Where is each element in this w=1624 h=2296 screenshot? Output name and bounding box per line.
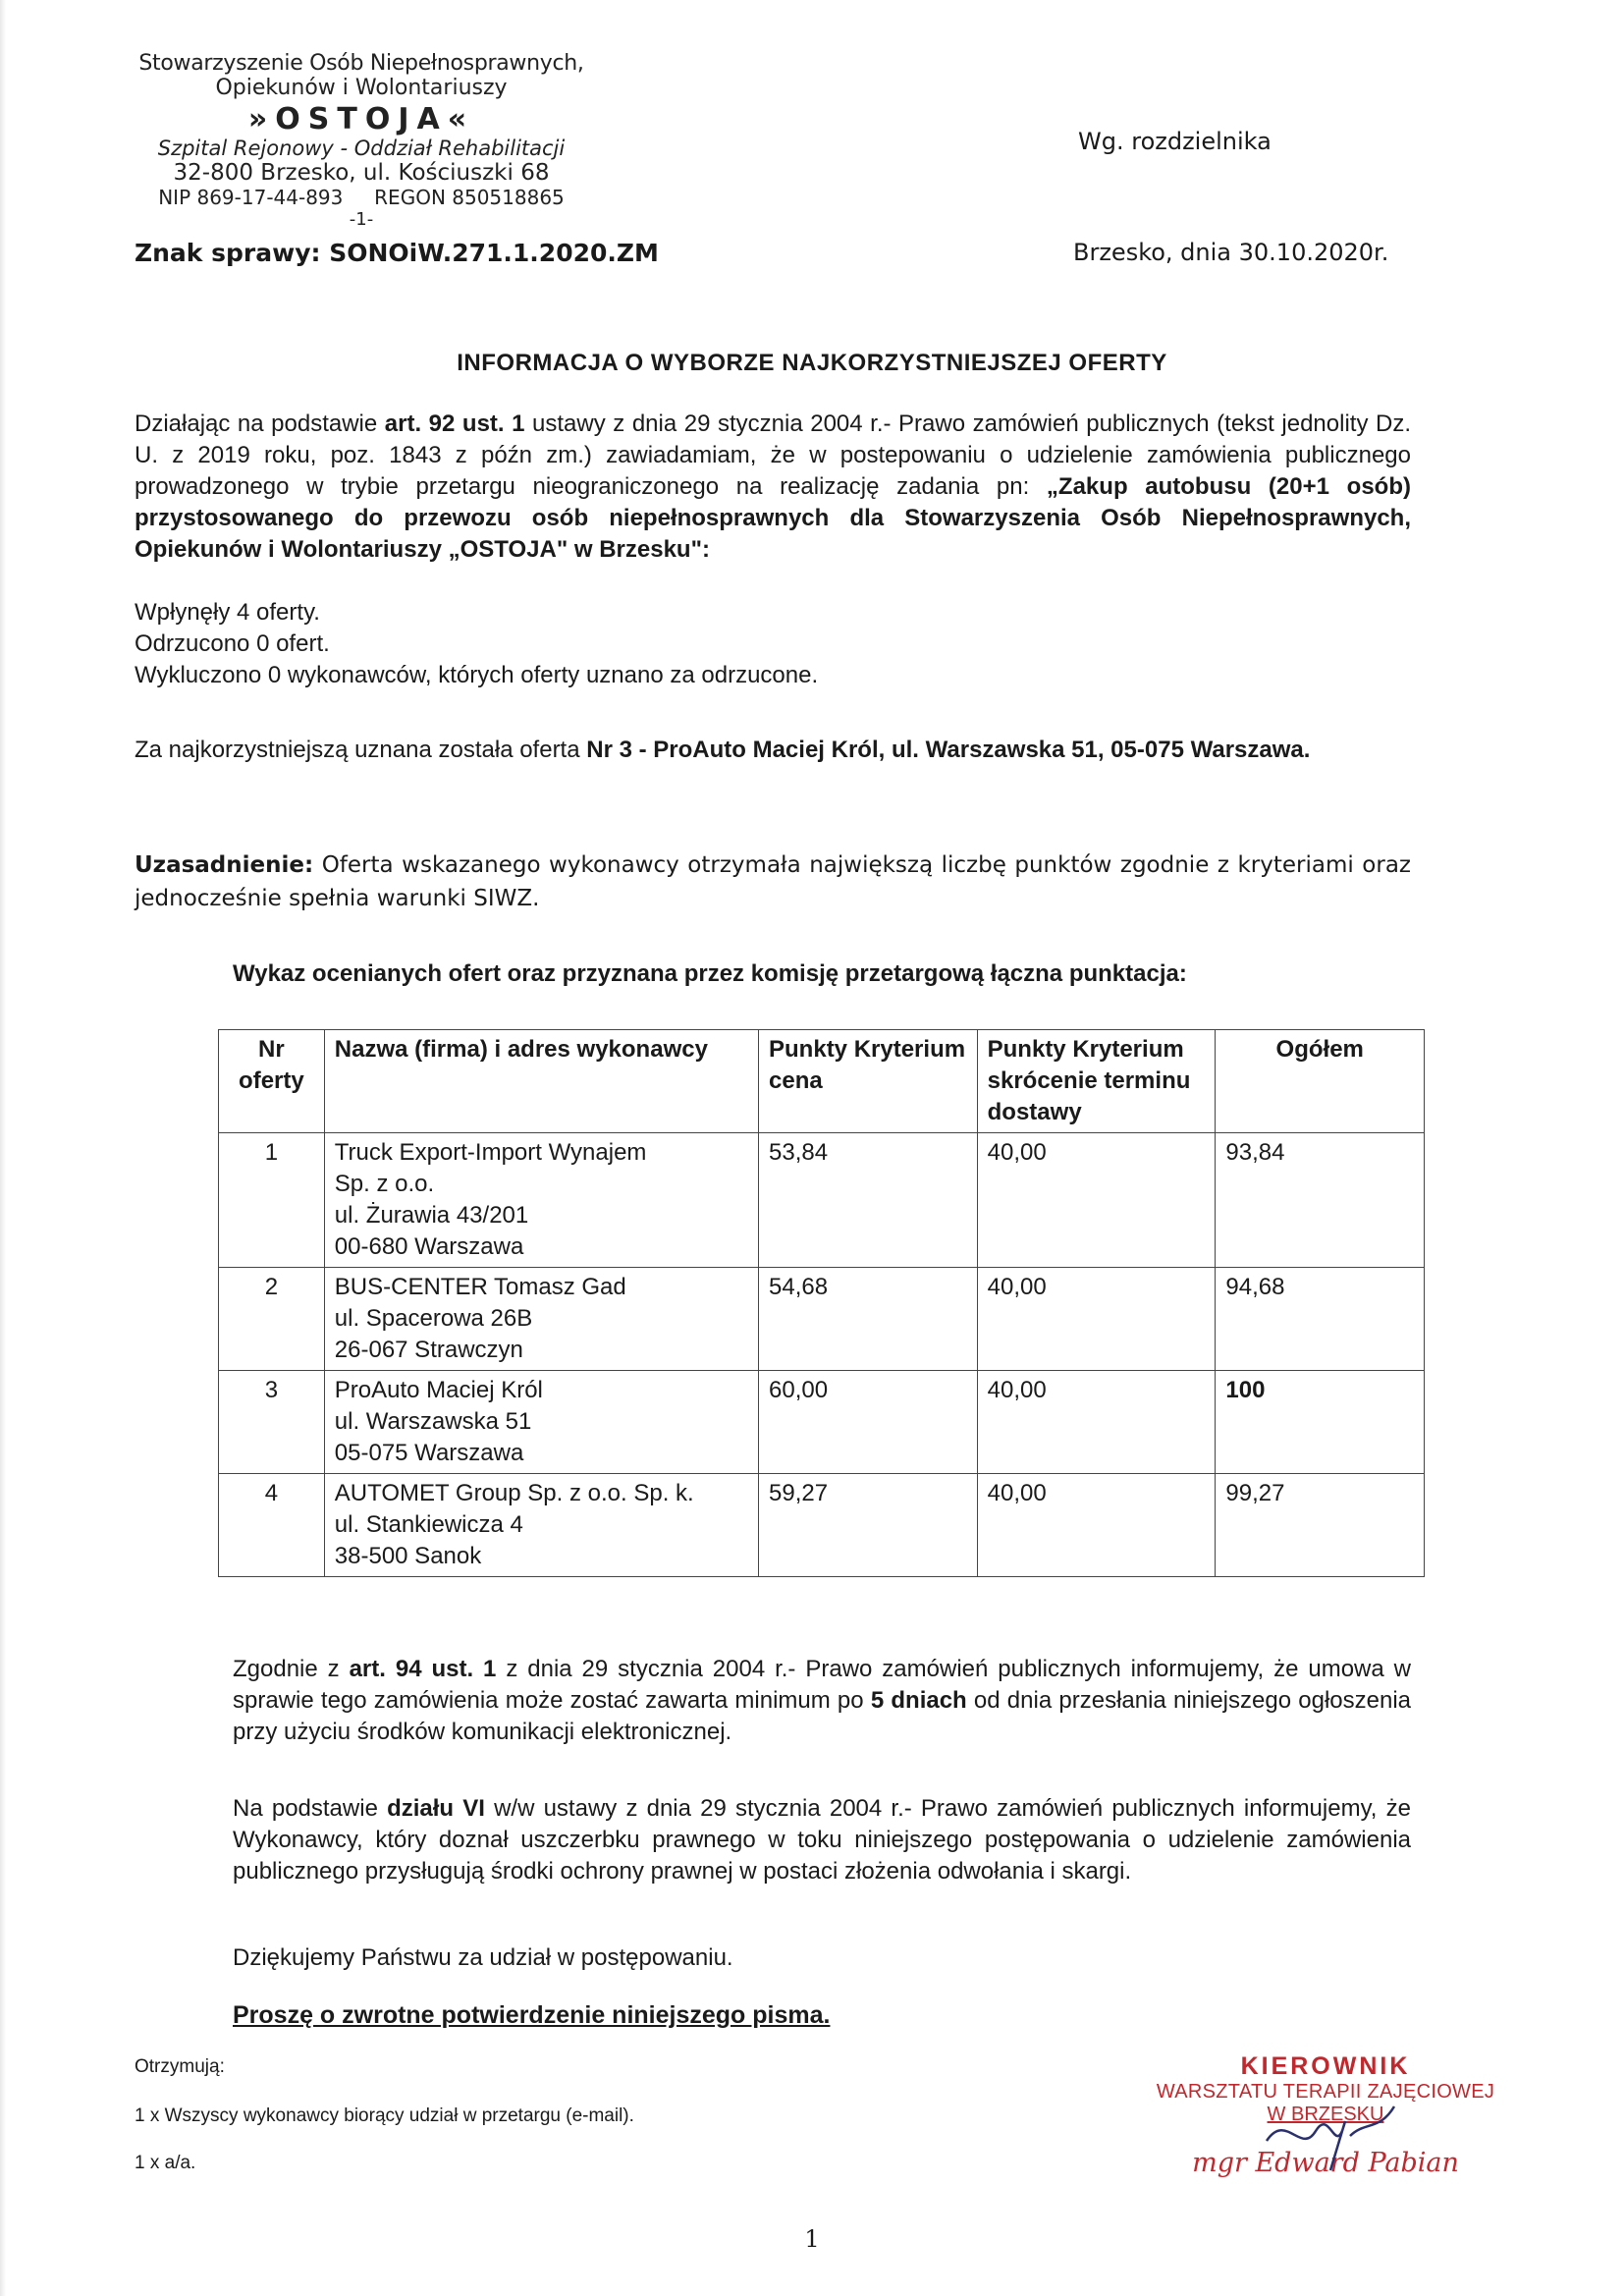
row-price-points: 59,27 [759,1474,978,1577]
winner-paragraph [135,735,1411,766]
art94-text-2: z dnia 29 stycznia 2004 r.- Prawo zamówień publicznych informujemy, że umowa w sprawie tego zamówienia może zostać zawarta minimum po [233,1656,1411,1714]
stamp-line-5: 32-800 Brzesko, ul. Kościuszki 68 [173,160,550,186]
header-delivery-points: Punkty Kryterium skrócenie terminu dostawy [977,1030,1216,1133]
stamp-line-2: Opiekunów i Wolontariuszy [215,76,508,100]
recipient-item: 1 x a/a. [135,2153,196,2173]
row-contractor [324,1268,758,1371]
contractor-line: Sp. z o.o. [334,1171,435,1197]
row-total: 100 [1216,1371,1425,1474]
place-and-date: Brzesko, dnia 30.10.2020r. [1073,239,1389,266]
confirmation-request: Proszę o zwrotne potwierdzenie niniejszego pisma. [233,2001,831,2029]
offers-received: Wpłynęły 4 oferty. [135,599,320,626]
winner-offer: Nr 3 - ProAuto Maciej Król, ul. Warszawska 51, 05-075 Warszawa. [586,737,1311,763]
row-contractor [324,1133,758,1268]
contractor-line: Truck Export-Import Wynajem [334,1139,647,1166]
table-row [219,1371,1425,1474]
intro-text-2: ustawy z dnia 29 stycznia 2004 r.- Prawo zamówień publicznych (tekst jednolity Dz. U. z 2019 roku, poz. 1843 z późn zm.) zawiadamiam, że w postepowaniu o udzielenie zamówienia publicznego prowadzonego w trybie przetargu nieograniczonego na realizację zadania pn: [135,410,1411,500]
art94-text-1: Zgodnie z [233,1656,350,1682]
art94-text-3: od dnia przesłania niniejszego ogłoszenia przy użyciu środków komunikacji elektronicznej. [233,1687,1411,1745]
justification-label: Uzasadnienie: [135,852,314,878]
justification-paragraph [135,848,1411,915]
contractor-line: BUS-CENTER Tomasz Gad [334,1274,626,1300]
thanks-text: Dziękujemy Państwu za udział w postępowaniu. [233,1944,733,1971]
intro-article: art. 92 ust. 1 [384,410,525,437]
row-nr: 1 [219,1133,325,1268]
stamp-line-7: -1- [349,209,374,230]
row-total: 93,84 [1216,1133,1425,1268]
contractor-line: AUTOMET Group Sp. z o.o. Sp. k. [334,1480,694,1506]
remedies-section: działu VI [387,1795,485,1822]
contractor-line: ul. Stankiewicza 4 [334,1511,523,1538]
contractor-line: ProAuto Maciej Król [334,1377,543,1403]
offers-rejected: Odrzucono 0 ofert. [135,630,330,657]
contractor-line: ul. Żurawia 43/201 [334,1202,529,1229]
row-nr: 4 [219,1474,325,1577]
winner-prefix: Za najkorzystniejszą uznana została oferta [135,737,587,763]
row-price-points: 53,84 [759,1133,978,1268]
row-delivery-points: 40,00 [977,1371,1216,1474]
intro-task-name: „Zakup autobusu (20+1 osób) przystosowanego do przewozu osób niepełnosprawnych dla Stowarzyszenia Osób Niepełnosprawnych, Opiekunów i Wolontariuszy „OSTOJA" w Brzesku": [135,473,1411,563]
offers-table [218,1029,1425,1577]
signature-name: mgr Edward Pabian [1192,2148,1459,2178]
document-title: INFORMACJA O WYBORZE NAJKORZYSTNIEJSZEJ OFERTY [457,350,1167,376]
contractor-line: 38-500 Sanok [334,1543,482,1569]
art94-article: art. 94 ust. 1 [349,1656,497,1682]
recipient-label: Wg. rozdzielnika [1078,128,1272,155]
row-nr: 3 [219,1371,325,1474]
signature-unit: WARSZTATU TERAPII ZAJĘCIOWEJ [1156,2081,1495,2103]
table-header-row [219,1030,1425,1133]
contractor-line: 05-075 Warszawa [334,1440,524,1466]
stamp-line-6: NIP 869-17-44-893 REGON 850518865 [158,186,565,209]
intro-text-1: Działając na podstawie [135,410,385,437]
row-total: 94,68 [1216,1268,1425,1371]
recipients-label: Otrzymują: [135,2056,225,2077]
offer-counts [135,597,1411,691]
row-contractor [324,1474,758,1577]
contractor-line: 26-067 Strawczyn [334,1337,523,1363]
stamp-line-1: Stowarzyszenie Osób Niepełnosprawnych, [138,51,584,76]
row-delivery-points: 40,00 [977,1268,1216,1371]
contractor-line: ul. Spacerowa 26B [334,1305,533,1332]
stamp-line-3: »OSTOJA« [247,102,475,137]
table-row [219,1268,1425,1371]
row-contractor [324,1371,758,1474]
row-delivery-points: 40,00 [977,1133,1216,1268]
intro-paragraph [135,409,1411,566]
signature-place: W BRZESKU [1267,2104,1384,2125]
row-delivery-points: 40,00 [977,1474,1216,1577]
legal-remedies-paragraph [233,1793,1411,1887]
recipient-item: 1 x Wszyscy wykonawcy biorący udział w przetargu (e-mail). [135,2105,634,2126]
remedies-text-1: Na podstawie [233,1795,388,1822]
row-total: 99,27 [1216,1474,1425,1577]
contractors-excluded: Wykluczono 0 wykonawców, których oferty uznano za odrzucone. [135,662,819,688]
row-price-points: 54,68 [759,1268,978,1371]
scan-edge-shadow [0,0,6,2296]
table-row [219,1133,1425,1268]
contractor-line: 00-680 Warszawa [334,1233,524,1260]
justification-text: Oferta wskazanego wykonawcy otrzymała największą liczbę punktów zgodnie z kryteriami oraz jednocześnie spełnia warunki SIWZ. [135,852,1411,911]
contractor-line: ul. Warszawska 51 [334,1408,532,1435]
signature-title: KIEROWNIK [1240,2052,1411,2080]
organization-stamp [135,51,587,230]
row-price-points: 60,00 [759,1371,978,1474]
table-caption: Wykaz ocenianych ofert oraz przyznana przez komisję przetargową łączna punktacja: [233,960,1187,987]
header-nr: Nr oferty [219,1030,325,1133]
case-number: Znak sprawy: SONOiW.271.1.2020.ZM [135,239,659,267]
remedies-text-2: w/w ustawy z dnia 29 stycznia 2004 r.- Prawo zamówień publicznych informujemy, że Wykonawcy, który doznał uszczerbku prawnego w toku niniejszego postępowania o udzielenie zamówienia publicznego przysługują środki ochrony prawnej w postaci złożenia odwołania i skargi. [233,1795,1411,1885]
art94-paragraph [233,1654,1411,1748]
page-number: 1 [804,2225,820,2253]
art94-days: 5 dniach [870,1687,967,1714]
row-nr: 2 [219,1268,325,1371]
handwritten-signature-icon [1257,2102,1414,2180]
stamp-line-4: Szpital Rejonowy - Oddział Rehabilitacji [157,137,566,160]
header-total: Ogółem [1216,1030,1425,1133]
header-name: Nazwa (firma) i adres wykonawcy [324,1030,758,1133]
table-row [219,1474,1425,1577]
header-price-points: Punkty Kryterium cena [759,1030,978,1133]
